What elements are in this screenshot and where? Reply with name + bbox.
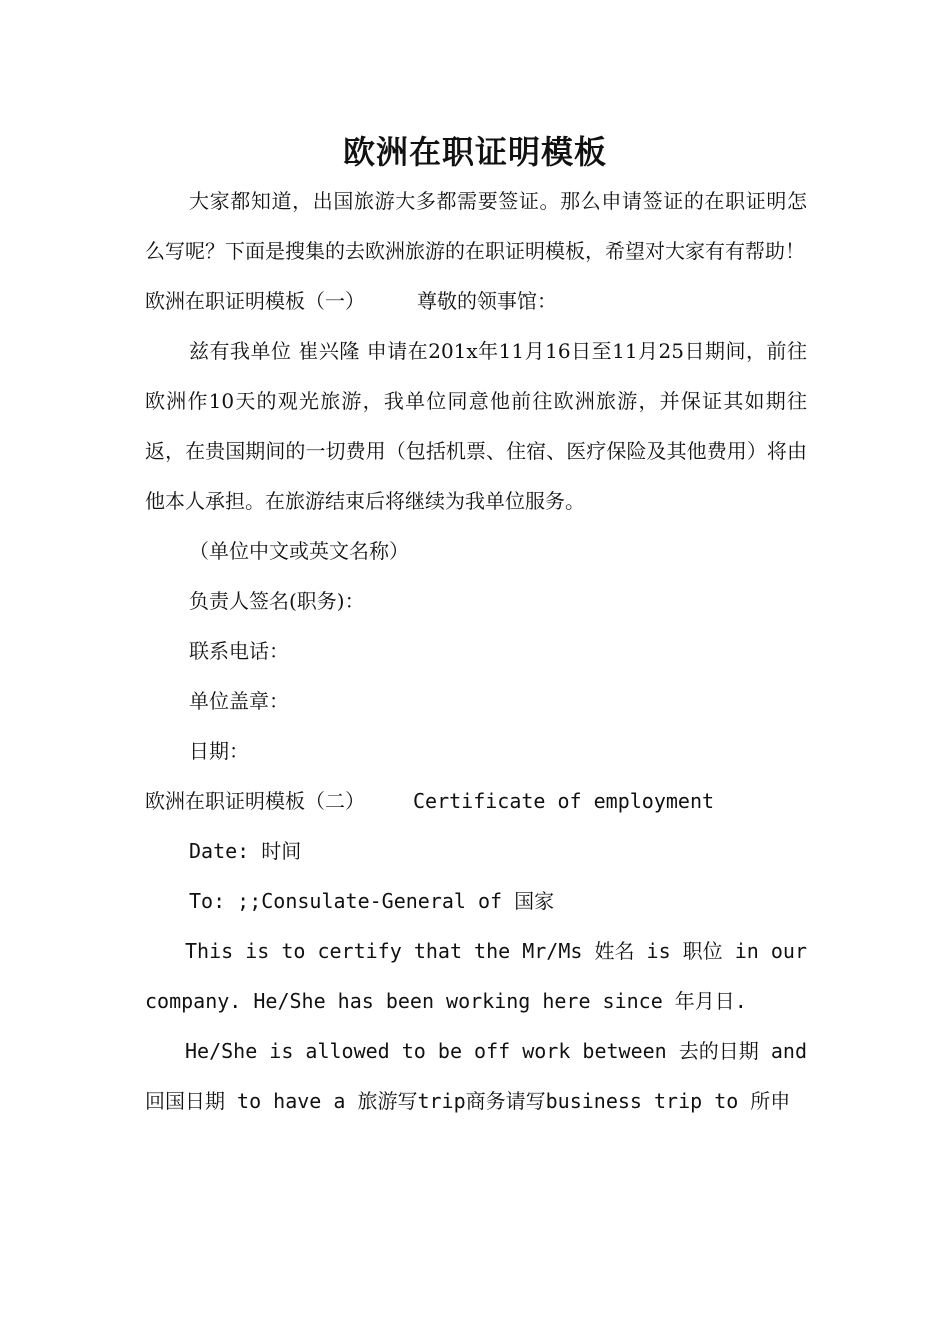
document-title: 欧洲在职证明模板 (342, 133, 607, 171)
template1-heading-line (145, 276, 807, 326)
company-name-line: （单位中文或英文名称） (189, 539, 409, 563)
certificate-date-line: Date: 时间 (189, 839, 302, 863)
phone-line: 联系电话： (189, 639, 289, 663)
certificate-title: Certificate of employment (413, 789, 715, 813)
signature-line: 负责人签名(职务)： (189, 589, 365, 613)
certificate-to-line: To: ;;Consulate-General of 国家 (189, 889, 555, 913)
template1-body-paragraph: 兹有我单位 崔兴隆 申请在201x年11月16日至11月25日期间，前往欧洲作10天的观光旅游，我单位同意他前往欧洲旅游，并保证其如期往返，在贵国期间的一切费用（包括机票、住宿、医疗保险及其他费用）将由他本人承担。在旅游结束后将继续为我单位服务。 (145, 339, 807, 513)
salutation: 尊敬的领事馆： (417, 289, 557, 313)
document-body (145, 176, 807, 1126)
intro-paragraph: 大家都知道，出国旅游大多都需要签证。那么申请签证的在职证明怎么写呢？下面是搜集的去欧洲旅游的在职证明模板，希望对大家有有帮助！ (145, 189, 807, 263)
template2-heading: 欧洲在职证明模板（二） (145, 789, 365, 813)
template1-heading: 欧洲在职证明模板（一） (145, 289, 365, 313)
template2-heading-line (145, 776, 807, 826)
certificate-paragraph-2: He/She is allowed to be off work between 去的日期 and 回国日期 to have a 旅游写trip商务请写business trip to 所申 (145, 1039, 807, 1113)
date-line: 日期： (189, 739, 249, 763)
certificate-paragraph-1: This is to certify that the Mr/Ms 姓名 is 职位 in our company. He/She has been working here since 年月日. (145, 939, 807, 1013)
seal-line: 单位盖章： (189, 689, 289, 713)
